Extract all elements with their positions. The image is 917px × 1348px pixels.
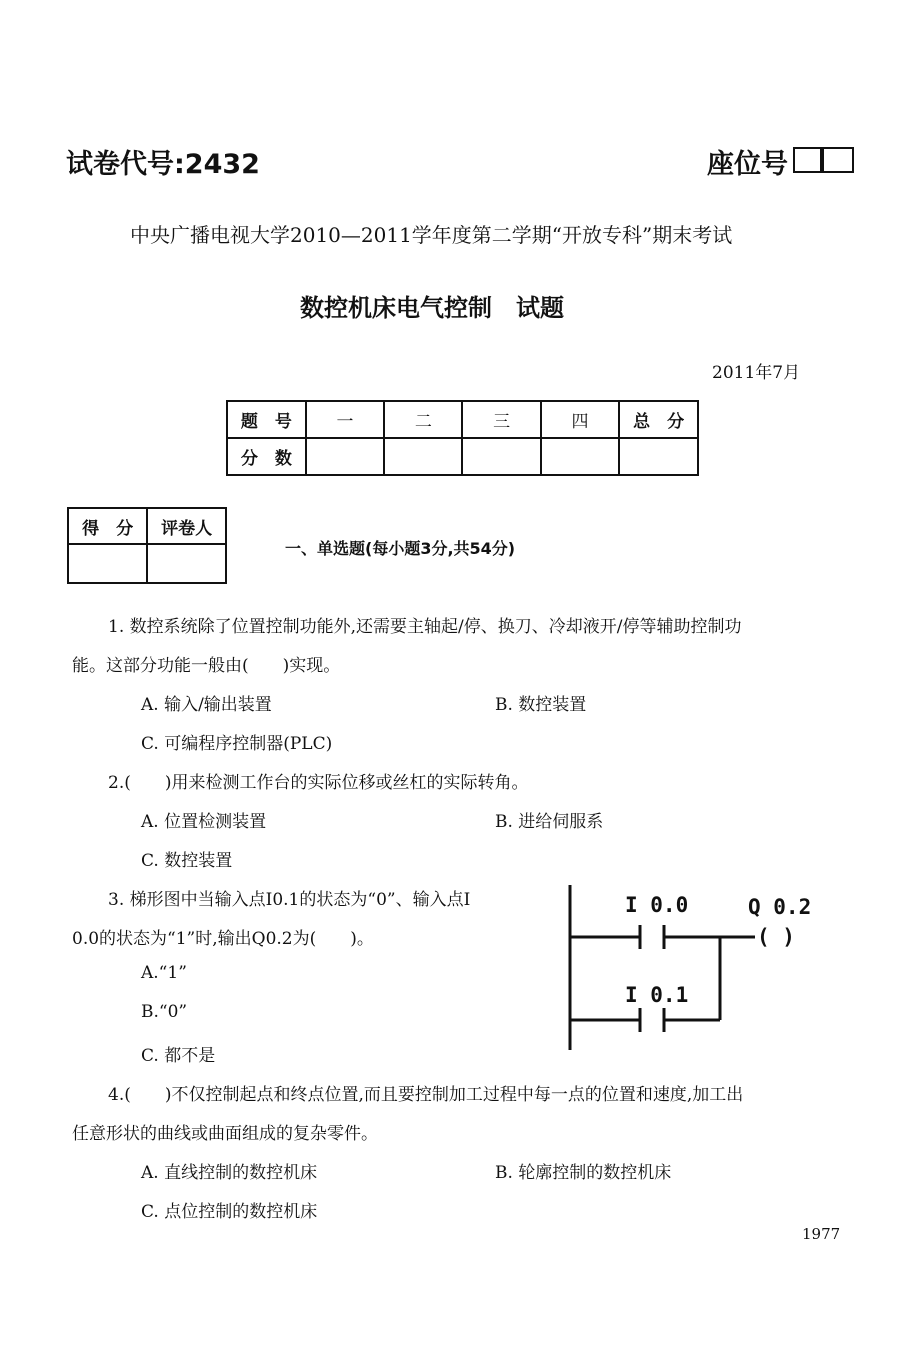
- score-cell-total[interactable]: [619, 438, 698, 475]
- q3-line1: 3. 梯形图中当输入点I0.1的状态为“0”、输入点I: [108, 890, 471, 910]
- grader-score-header: 得 分: [68, 508, 147, 544]
- score-header-1: 一: [306, 401, 384, 438]
- q4-option-a[interactable]: A. 直线控制的数控机床: [141, 1163, 318, 1183]
- score-header-total: 总 分: [619, 401, 698, 438]
- q1-option-a[interactable]: A. 输入/输出装置: [141, 695, 272, 715]
- seat-box-1[interactable]: [793, 147, 822, 173]
- seat-label: 座位号: [707, 149, 788, 180]
- score-header-3: 三: [462, 401, 540, 438]
- q2-line1: 2.( )用来检测工作台的实际位移或丝杠的实际转角。: [108, 773, 529, 793]
- grader-name-cell[interactable]: [147, 544, 226, 583]
- score-cell-3[interactable]: [462, 438, 540, 475]
- q2-option-a[interactable]: A. 位置检测装置: [141, 812, 267, 832]
- q2-option-c[interactable]: C. 数控装置: [141, 851, 233, 871]
- exam-title: 数控机床电气控制 试题: [300, 294, 564, 322]
- q3-line2: 0.0的状态为“1”时,输出Q0.2为( )。: [72, 929, 374, 949]
- grader-score-cell[interactable]: [68, 544, 147, 583]
- q3-option-b[interactable]: B.“0”: [141, 1002, 188, 1022]
- exam-subtitle: 中央广播电视大学2010—2011学年度第二学期“开放专科”期末考试: [130, 223, 733, 247]
- ladder-output-label: Q 0.2: [748, 895, 812, 919]
- ladder-contact2-label: I 0.1: [625, 983, 689, 1007]
- score-cell-1[interactable]: [306, 438, 384, 475]
- q3-option-a[interactable]: A.“1”: [141, 963, 187, 983]
- score-cell-2[interactable]: [384, 438, 462, 475]
- section1-heading: 一、单选题(每小题3分,共54分): [285, 539, 516, 558]
- q4-option-b[interactable]: B. 轮廓控制的数控机床: [495, 1163, 672, 1183]
- ladder-coil: ( ): [757, 925, 795, 949]
- exam-date: 2011年7月: [712, 363, 801, 383]
- q1-option-b[interactable]: B. 数控装置: [495, 695, 587, 715]
- q4-option-c[interactable]: C. 点位控制的数控机床: [141, 1202, 318, 1222]
- q1-option-c[interactable]: C. 可编程序控制器(PLC): [141, 734, 333, 754]
- score-row-label: 分 数: [227, 438, 306, 475]
- grader-name-header: 评卷人: [147, 508, 226, 544]
- q2-option-b[interactable]: B. 进给伺服系: [495, 812, 604, 832]
- score-header-4: 四: [541, 401, 619, 438]
- paper-code: 试卷代号:2432: [66, 149, 260, 180]
- score-cell-4[interactable]: [541, 438, 619, 475]
- score-header-2: 二: [384, 401, 462, 438]
- q1-line2: 能。这部分功能一般由( )实现。: [72, 656, 341, 676]
- ladder-contact1-label: I 0.0: [625, 893, 689, 917]
- seat-box-2[interactable]: [822, 147, 854, 173]
- q3-option-c[interactable]: C. 都不是: [141, 1046, 216, 1066]
- score-table: [226, 400, 699, 476]
- grader-table: [67, 507, 227, 584]
- q1-line1: 1. 数控系统除了位置控制功能外,还需要主轴起/停、换刀、冷却液开/停等辅助控制功: [108, 617, 742, 637]
- q4-line2: 任意形状的曲线或曲面组成的复杂零件。: [72, 1124, 378, 1144]
- score-header-label: 题 号: [227, 401, 306, 438]
- page-number: 1977: [802, 1225, 841, 1243]
- q4-line1: 4.( )不仅控制起点和终点位置,而且要控制加工过程中每一点的位置和速度,加工出: [108, 1085, 744, 1105]
